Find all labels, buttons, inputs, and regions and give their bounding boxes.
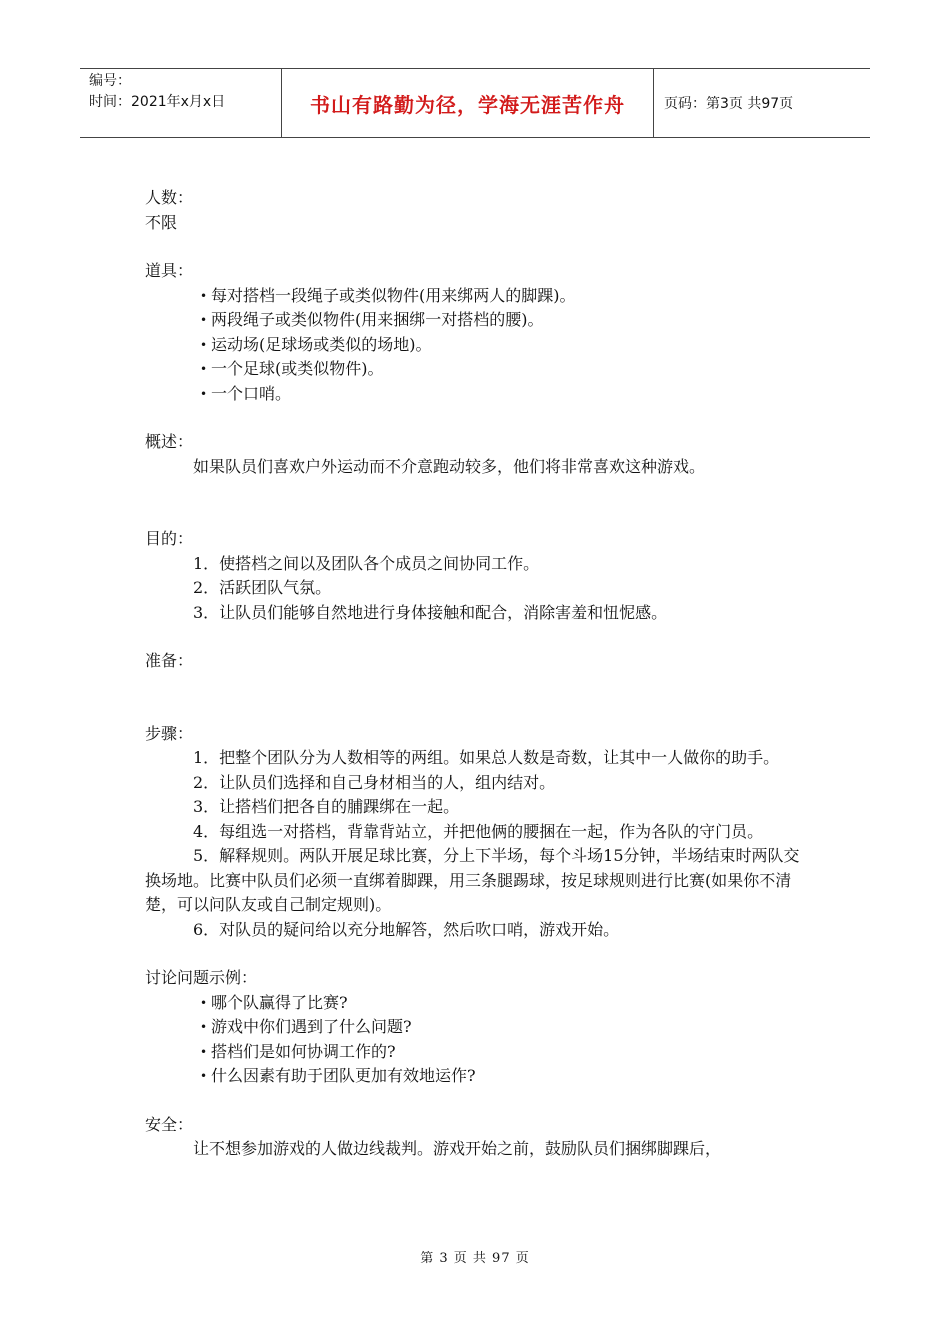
list-item: • 一个足球(或类似物件)。 — [200, 357, 810, 382]
prep-title: 准备： — [145, 651, 194, 670]
page-header — [80, 68, 870, 138]
people-value: 不限 — [145, 212, 178, 232]
safety-title: 安全： — [145, 1114, 194, 1134]
list-item: • 一个口哨。 — [200, 382, 810, 407]
list-item: • 游戏中你们遇到了什么问题? — [200, 1015, 810, 1040]
purpose-item: 1．使搭档之间以及团队各个成员之间协同工作。 — [193, 553, 540, 573]
purpose-title: 目的： — [145, 529, 194, 548]
code-label: 编号： — [89, 73, 131, 89]
purpose-item: 2．活跃团队气氛。 — [193, 578, 332, 597]
time-label: 时间：2021年x月x日 — [89, 94, 226, 110]
list-item: • 哪个队赢得了比赛? — [200, 991, 810, 1016]
document-body — [145, 186, 810, 1162]
step-item: 2．让队员们选择和自己身材相当的人，组内结对。 — [193, 772, 556, 792]
safety-text: 让不想参加游戏的人做边线裁判。游戏开始之前，鼓励队员们捆绑脚踝后， — [193, 1139, 722, 1158]
purpose-item: 3．让队员们能够自然地进行身体接触和配合，消除害羞和忸怩感。 — [193, 602, 668, 622]
props-title: 道具： — [145, 261, 194, 280]
props-list — [145, 284, 810, 407]
list-item: • 两段绳子或类似物件(用来捆绑一对搭档的腰)。 — [200, 308, 810, 333]
list-item: • 搭档们是如何协调工作的? — [200, 1040, 810, 1065]
step-item: 5．解释规则。两队开展足球比赛，分上下半场，每个斗场15分钟，半场结束时两队交换场地。比赛中队员们必须一直绑着脚踝，用三条腿踢球，按足球规则进行比赛(如果你不清楚，可以问队友或自己制定规则)。 — [145, 846, 800, 914]
page-footer: 第 3 页 共 97 页 — [420, 1251, 530, 1266]
step-item: 3．让搭档们把各自的脯踝绑在一起。 — [193, 797, 460, 816]
overview-text: 如果队员们喜欢户外运动而不介意跑动较多，他们将非常喜欢这种游戏。 — [193, 456, 706, 476]
discussion-list — [145, 991, 810, 1089]
overview-title: 概述： — [145, 432, 194, 451]
step-item: 1．把整个团队分为人数相等的两组。如果总人数是奇数，让其中一人做你的助手。 — [193, 748, 780, 767]
header-page-label: 页码：第3页 共97页 — [664, 96, 794, 112]
list-item: • 什么因素有助于团队更加有效地运作? — [200, 1064, 810, 1089]
list-item: • 运动场(足球场或类似的场地)。 — [200, 333, 810, 358]
steps-title: 步骤： — [145, 723, 194, 743]
header-meta — [80, 69, 282, 137]
step-item: 4．每组选一对搭档，背靠背站立，并把他俩的腰捆在一起，作为各队的守门员。 — [193, 821, 764, 841]
people-title: 人数： — [145, 188, 194, 207]
header-motto: 书山有路勤为径，学海无涯苦作舟 — [282, 69, 654, 137]
discussion-title: 讨论问题示例： — [145, 968, 258, 987]
list-item: • 每对搭档一段绳子或类似物件(用来绑两人的脚踝)。 — [200, 284, 810, 309]
step-item: 6．对队员的疑问给以充分地解答，然后吹口哨，游戏开始。 — [193, 919, 620, 939]
